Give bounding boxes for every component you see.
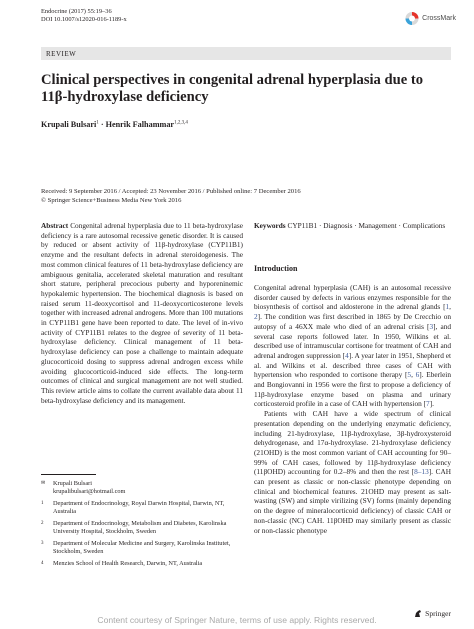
intro-text: ]. CAH can present as classic or non-classic phenotype depending on clinical and biochemical features. 21OHD may present as salt-wasting (SW) and simple virilizing (SV) forms (mainly depending on the degree of mineralocorticoid deficiency) of classic CAH or non-classic (NC) CAH. 11βOHD may similarly present as classic or non-classic phenotype bbox=[254, 467, 451, 535]
author-affiliation-sup: 1 bbox=[96, 120, 99, 126]
intro-paragraph bbox=[254, 409, 451, 535]
intro-text: Patients with CAH have a wide spectrum of clinical presentation depending on the underlying enzymatic deficiency, including 21-hydroxylase, 11β-hydroxylase, 3β-hydroxysteroid dehydrogenase, and 17α-hydroxylase. 21-hydroxylase deficiency (21OHD) is the most common variant of CAH accounting for 90–99% of CAH cases, followed by 11β-hydroxylase deficiency (11βOHD) accounting for 0.2–8% and then the rest [ bbox=[254, 409, 451, 477]
corresponding-author bbox=[41, 480, 243, 496]
affiliation-number: 3 bbox=[41, 541, 44, 546]
review-band bbox=[41, 47, 451, 60]
corresponding-email[interactable]: krupalibulsari@hotmail.com bbox=[53, 488, 126, 495]
footnotes bbox=[41, 480, 243, 572]
crossmark-badge[interactable] bbox=[405, 10, 456, 26]
crossmark-icon bbox=[405, 11, 419, 26]
citation-link[interactable]: 5 bbox=[407, 370, 412, 380]
article-type-label: REVIEW bbox=[46, 50, 77, 58]
corresponding-name: Krupali Bulsari bbox=[53, 480, 92, 487]
affiliation-text: Department of Molecular Medicine and Surgery, Karolinska Institutet, Stockholm, Sweden bbox=[53, 540, 231, 555]
affiliation-number: 2 bbox=[41, 521, 44, 526]
history-dates: Received: 9 September 2016 / Accepted: 23 November 2016 / Published online: 7 December 2016 bbox=[41, 188, 301, 195]
citation-link[interactable]: 4 bbox=[345, 350, 349, 360]
journal-volume: Endocrine (2017) 55:19–36 bbox=[41, 8, 112, 15]
article-title: Clinical perspectives in congenital adrenal hyperplasia due to 11β-hydroxylase deficiency bbox=[41, 72, 424, 105]
copyright-line: © Springer Science+Business Media New York 2016 bbox=[41, 196, 182, 204]
keywords-label: Keywords bbox=[254, 221, 286, 230]
author-separator: · bbox=[98, 120, 106, 129]
affiliation-number: 4 bbox=[41, 561, 44, 566]
intro-text: ]. The condition was first described in 1865 by De Crecchio on autopsy of a 46XX male who died of an adrenal crisis [ bbox=[254, 312, 451, 331]
introduction-heading: Introduction bbox=[254, 264, 298, 273]
crossmark-label: CrossMark bbox=[422, 14, 456, 22]
citation-link[interactable]: 3 bbox=[429, 321, 434, 331]
affiliation-text: Menzies School of Health Research, Darwin, NT, Australia bbox=[53, 560, 203, 567]
affiliation-number: 1 bbox=[41, 501, 44, 506]
journal-citation bbox=[41, 8, 127, 24]
publication-dates bbox=[41, 188, 451, 205]
author-name[interactable]: Krupali Bulsari bbox=[41, 120, 97, 129]
intro-text: ]. bbox=[429, 399, 434, 409]
intro-text: , bbox=[411, 370, 416, 380]
affiliation-text: Department of Endocrinology, Metabolism and Diabetes, Karolinska University Hospital, Stockholm, Sweden bbox=[53, 520, 227, 535]
intro-text: ], and several case reports followed later. In 1950, Wilkins et al. described use of intramuscular cortisone for treatment of CAH and adrenal androgen suppression [ bbox=[254, 321, 451, 360]
citation-link[interactable]: 6 bbox=[415, 370, 420, 380]
envelope-icon: ✉ bbox=[41, 481, 46, 486]
citation-link[interactable]: 8–13 bbox=[414, 467, 429, 477]
keywords-text: CYP11B1 · Diagnosis · Management · Complications bbox=[285, 221, 446, 230]
intro-paragraph bbox=[254, 283, 451, 409]
author-affiliation-sup: 1,2,3,4 bbox=[174, 120, 188, 126]
citation-link[interactable]: 2 bbox=[254, 312, 258, 322]
abstract bbox=[41, 221, 243, 405]
affiliation-item bbox=[41, 500, 243, 516]
affiliation-item bbox=[41, 560, 243, 568]
intro-text: ]. Eberlein and Bongiovanni in 1956 were the first to propose a deficiency of 11β-hydroxylase enzyme based on plasma and urinary corticosteroid profile in a case of CAH with hypertension [ bbox=[254, 370, 451, 409]
affiliation-text: Department of Endocrinology, Royal Darwin Hospital, Darwin, NT, Australia bbox=[53, 500, 225, 515]
doi-line[interactable]: DOI 10.1007/s12020-016-1189-x bbox=[41, 16, 127, 23]
intro-text: , bbox=[449, 302, 451, 312]
affiliation-item bbox=[41, 520, 243, 536]
intro-text: Congenital adrenal hyperplasia (CAH) is an autosomal recessive disorder caused by defects in various enzymes responsible for the biosynthesis of cortisol and aldosterone in the adrenal glands [ bbox=[254, 283, 451, 312]
courtesy-watermark: Content courtesy of Springer Nature, terms of use apply. Rights reserved. bbox=[97, 615, 377, 625]
author-list bbox=[41, 120, 188, 129]
citation-link[interactable]: 7 bbox=[426, 399, 430, 409]
introduction-body bbox=[254, 283, 451, 535]
citation-link[interactable]: 1 bbox=[445, 302, 450, 312]
affiliation-item bbox=[41, 540, 243, 556]
abstract-label: Abstract bbox=[41, 221, 69, 230]
keywords bbox=[254, 221, 451, 231]
intro-text: ]. A year later in 1951, Shepherd et al. and Wilkins et al. described three cases of CAH with hypertension who responded to cortisone therapy [ bbox=[254, 350, 451, 380]
abstract-text: Congenital adrenal hyperplasia due to 11 beta-hydroxylase deficiency is a rare autosomal recessive genetic disorder. It is caused by reduced or absent activity of 11β-hydroxylase (CYP11B1) enzyme and the resultant defects in adrenal steroidogenesis. The most common clinical features of 11 beta-hydroxylase deficiency are ambiguous genitalia, accelerated skeletal maturation and resultant short stature, peripheral precocious puberty and hyporeninemic hypokalemic hypertension. The biochemical diagnosis is based on raised serum 11-deoxycortisol and 11-deoxycorticosterone levels together with increased adrenal androgens. More than 100 mutations in CYP11B1 gene have been reported to date. The level of in-vivo activity of CYP11B1 relates to the degree of severity of 11 beta-hydroxylase deficiency. Clinical management of 11 beta-hydroxylase deficiency can pose a challenge to maintain adequate glucocorticoid dosing to suppress adrenal androgen excess while avoiding glucocorticoid-induced side effects. The long-term outcomes of clinical and surgical management are not well studied. This review article aims to collate the current available data about 11 beta-hydroxylase deficiency and its management. bbox=[41, 221, 243, 405]
author-name[interactable]: Henrik Falhammar bbox=[105, 120, 175, 129]
publisher-name: Springer bbox=[425, 609, 451, 618]
footnote-divider bbox=[41, 474, 96, 475]
